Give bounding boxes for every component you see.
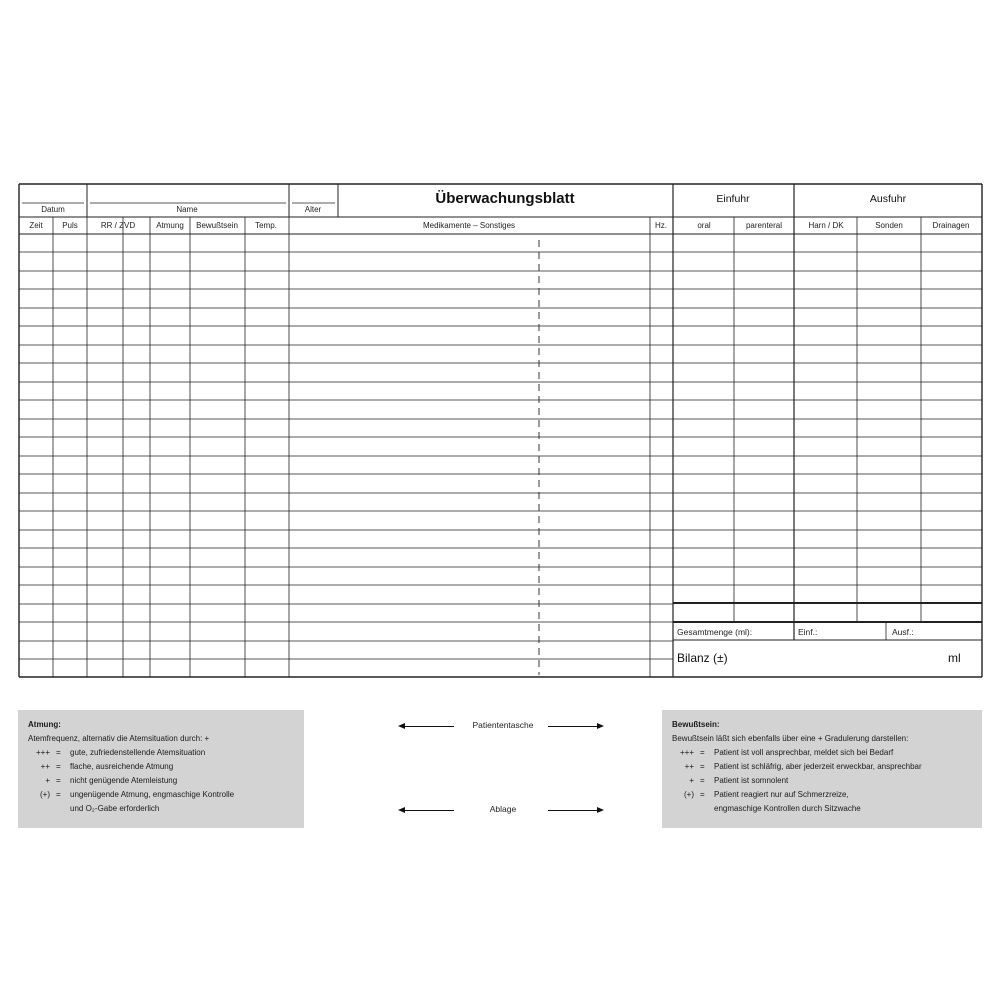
col-temp: Temp. bbox=[255, 221, 277, 230]
alter-label: Alter bbox=[304, 205, 322, 214]
legend-symbol: + bbox=[689, 776, 694, 785]
ablage-arrow bbox=[398, 804, 604, 816]
col-oral: oral bbox=[697, 221, 711, 230]
col-sonden: Sonden bbox=[875, 221, 903, 230]
page-title: Überwachungsblatt bbox=[435, 190, 575, 207]
col-parenteral: parenteral bbox=[745, 221, 783, 230]
legend-equals: = bbox=[56, 790, 61, 799]
legend-item bbox=[672, 802, 982, 816]
ml-unit: ml bbox=[948, 651, 961, 665]
legend-equals: = bbox=[56, 762, 61, 771]
legend-text: Patient reagiert nur auf Schmerzreize, bbox=[714, 790, 849, 799]
legend-symbol: + bbox=[45, 776, 50, 785]
arrow-right-icon bbox=[597, 807, 604, 813]
legend-text: nicht genügende Atemleistung bbox=[70, 776, 178, 785]
bewusstsein-legend-intro: Bewußtsein läßt sich ebenfalls über eine + Gradulerung darstellen: bbox=[672, 734, 909, 743]
legend-symbol: ++ bbox=[684, 762, 694, 771]
legend-symbol: (+) bbox=[684, 790, 694, 799]
name-label: Name bbox=[176, 205, 198, 214]
atmung-legend-intro: Atemfrequenz, alternativ die Atemsituation durch: + bbox=[28, 734, 210, 743]
atmung-legend-title: Atmung: bbox=[28, 720, 61, 729]
legend-symbol: +++ bbox=[679, 748, 694, 757]
col-hz: Hz. bbox=[655, 221, 667, 230]
legend-item bbox=[28, 760, 304, 774]
col-medikamente: Medikamente – Sonstiges bbox=[422, 221, 516, 230]
legend-text: engmaschige Kontrollen durch Sitzwache bbox=[714, 804, 861, 813]
ausf-label: Ausf.: bbox=[892, 627, 914, 637]
bilanz-label: Bilanz (±) bbox=[677, 651, 728, 665]
legend-item bbox=[28, 774, 304, 788]
atmung-legend bbox=[18, 710, 304, 828]
legend-equals: = bbox=[56, 748, 61, 757]
col-harn-dk: Harn / DK bbox=[808, 221, 844, 230]
einf-label: Einf.: bbox=[798, 627, 818, 637]
legend-equals: = bbox=[56, 776, 61, 785]
legend-item bbox=[672, 760, 982, 774]
legend-symbol: ++ bbox=[40, 762, 50, 771]
legend-equals: = bbox=[700, 776, 705, 785]
col-atmung: Atmung bbox=[156, 221, 184, 230]
legend-item bbox=[28, 788, 304, 802]
legend-text: Patient ist schläfrig, aber jederzeit erweckbar, ansprechbar bbox=[714, 762, 922, 771]
ausfuhr-heading: Ausfuhr bbox=[869, 193, 907, 205]
legend-text: und O₂-Gabe erforderlich bbox=[70, 804, 160, 813]
legend-text: Patient ist voll ansprechbar, meldet sich bei Bedarf bbox=[714, 748, 894, 757]
legend-equals: = bbox=[700, 790, 705, 799]
einfuhr-heading: Einfuhr bbox=[716, 193, 750, 205]
bewusstsein-legend-title: Bewußtsein: bbox=[672, 720, 720, 729]
legend-equals: = bbox=[700, 748, 705, 757]
legend-item bbox=[672, 788, 982, 802]
ablage-label: Ablage bbox=[489, 804, 517, 814]
legend-symbol: (+) bbox=[40, 790, 50, 799]
arrow-right-icon bbox=[597, 723, 604, 729]
gesamtmenge-label: Gesamtmenge (ml): bbox=[677, 627, 753, 637]
datum-label: Datum bbox=[41, 205, 65, 214]
legend-text: gute, zufriedenstellende Atemsituation bbox=[70, 748, 206, 757]
legend-equals: = bbox=[700, 762, 705, 771]
col-drainagen: Drainagen bbox=[932, 221, 970, 230]
legend-item bbox=[28, 746, 304, 760]
col-rr-zvd: RR / ZVD bbox=[100, 221, 136, 230]
col-puls: Puls bbox=[62, 221, 78, 230]
legend-text: Patient ist somnolent bbox=[714, 776, 789, 785]
legend-text: flache, ausreichende Atmung bbox=[70, 762, 174, 771]
legend-item bbox=[672, 746, 982, 760]
col-zeit: Zeit bbox=[29, 221, 43, 230]
patiententasche-arrow bbox=[398, 720, 604, 732]
col-bewusstsein: Bewußtsein bbox=[196, 221, 238, 230]
bewusstsein-legend bbox=[662, 710, 982, 828]
legend-item bbox=[28, 802, 304, 816]
legend-item bbox=[672, 774, 982, 788]
patiententasche-label: Patiententasche bbox=[472, 720, 534, 730]
legend-symbol: +++ bbox=[35, 748, 50, 757]
legend-text: ungenügende Atmung, engmaschige Kontrolle bbox=[70, 790, 235, 799]
